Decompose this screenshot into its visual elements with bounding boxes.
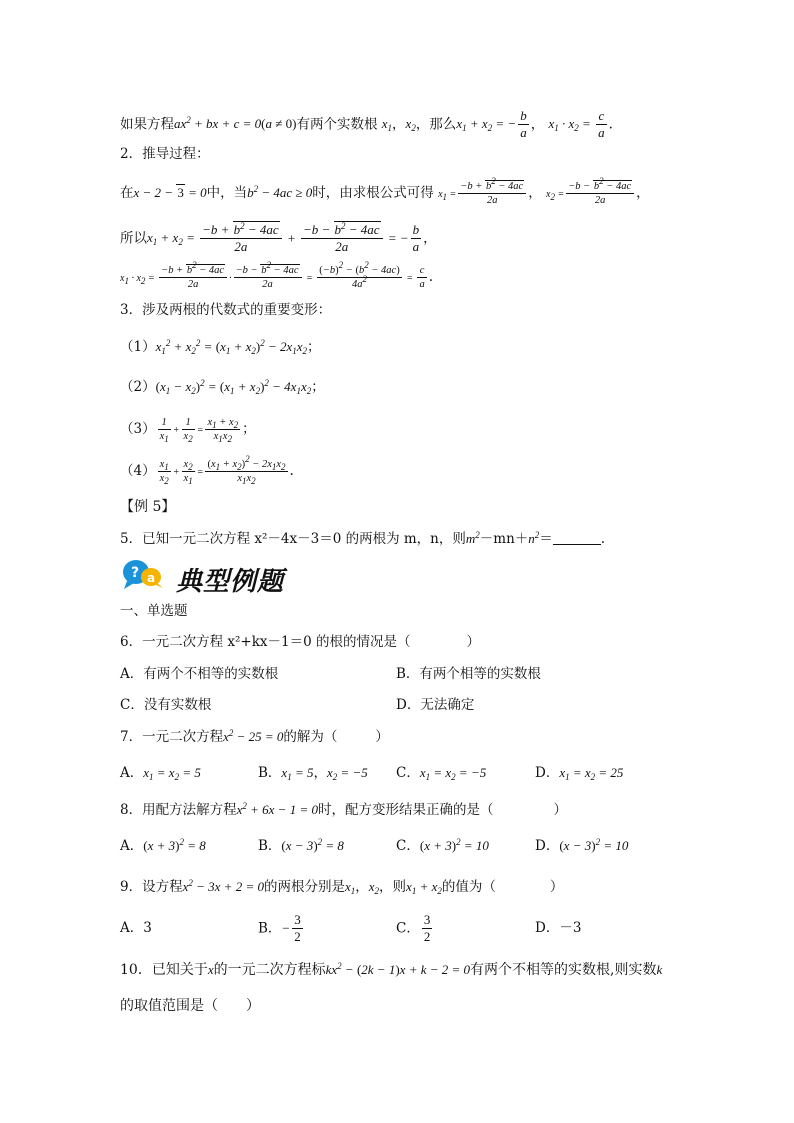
text: 的一元二次方程标 [213,962,326,978]
text: ＝ [539,531,553,547]
text: ） [549,879,564,895]
text: B． [258,920,282,937]
text: C． [396,920,420,937]
text: 10．已知关于 [120,962,208,978]
q6-option-d[interactable]: D．无法确定 [396,697,475,713]
text: ） [466,634,480,650]
section-3-title: 3．涉及两根的代数式的重要变形： [120,302,332,318]
section-header-title: 典型例题 [176,567,285,597]
section-2-title: 2．推导过程： [120,146,210,162]
text: C． [396,765,420,781]
question-10: 10．已知关于x的一元二次方程标$kx^2 - (2k - 1)x + k - 2 = 0$有两个不相等的实数根,则实数k [120,961,663,978]
text: ） [375,729,389,745]
identity-1: $(1)x_1^2 + x_2^2 = (x_1 + x_2)^2 - 2x_1x_2$； [120,338,321,356]
text: （4） [120,463,156,480]
derivation-line-3: $x_1 \cdot x_2$ = $\frac{-b + b^2 - 4ac}{2a}$ · $\frac{-b - b^2 - 4ac}{2a}$ = $\frac{(-b)^2 - (b^2 - 4ac)}{4a^2}$ = $\frac{c}{a}$ . [120,260,433,291]
text: 5．已知一元二次方程 x²－4x－3＝0 的两根为 m，n，则 [120,531,466,547]
q6-option-a[interactable]: A．有两个不相等的实数根 [120,666,279,682]
q8-option-b[interactable]: B．$(x - 3)^2 = 8$ [258,837,344,854]
text: ， [423,230,437,247]
text: 所以 [120,230,147,247]
text: ， [392,116,406,133]
text: 时，配方变形结果正确的是（ [317,802,494,818]
question-5: 5．已知一元二次方程 x²－4x－3＝0 的两根为 m，n，则$m^2-mn+n^2=$ . [120,530,606,547]
text: C． [396,838,420,854]
question-9: 9．设方程$x^2 - 3x + 2 = 0$的两根分别是$x_1$，$x_2$，则$x_1 + x_2$的值为（ ） [120,878,564,896]
text: ，那么 [415,116,457,133]
text: －mn＋ [479,531,529,547]
text: 有两个不相等的实数根,则实数 [470,962,657,978]
question-bubble-icon [121,557,173,591]
single-choice-title: 一、单选题 [120,603,188,619]
vieta-statement: 如果方程$ax^2$ + bx + c = 0(a ≠ 0)有两个实数根 $x_1$，$x_2$，那么$x_1 + x_2$ = − $\frac{b}{a}$ ， $x_1 \cdot x_2$ = $\frac{c}{a}$ . [120,108,613,141]
text: . [600,531,606,547]
text: （1） [120,339,156,355]
q8-option-a[interactable]: A．$(x + 3)^2 = 8$ [120,837,206,854]
text: ， [530,116,545,133]
identity-4: （4） $\frac{x_1}{x_2}$ + $\frac{x_2}{x_1}$ = $\frac{(x_1 + x_2)^2 - 2x_1x_2}{x_1x_2}$ . [120,454,294,487]
text: D． [535,838,560,854]
text: A． [120,765,144,781]
text: B． [258,838,282,854]
q9-option-a[interactable]: A．3 [120,920,152,936]
text: 在 [120,185,134,202]
text: 如果方程 [120,116,174,133]
q7-option-c[interactable]: C．$x_1 = x_2 = -5$ [396,765,487,782]
text: （3） [120,421,156,438]
q9-option-c[interactable]: C． $\frac{3}{2}$ [396,912,431,945]
q6-option-b[interactable]: B．有两个相等的实数根 [396,666,541,682]
question-7: 7．一元二次方程$x^2 - 25 = 0$的解为（ ） [120,728,389,745]
text: . [608,116,613,133]
q7-option-d[interactable]: D．$x_1 = x_2 = 25$ [535,765,624,782]
text: ， [355,879,369,895]
q7-option-a[interactable]: A．$x_1 = x_2 = 5$ [120,765,201,782]
text: B． [258,765,282,781]
svg-text:?: ? [131,565,140,581]
text: 的取值范围是（ [120,998,218,1014]
text: ，则 [379,879,407,895]
text: ） [246,998,260,1014]
example-label: 【例 5】 [120,499,176,515]
derivation-line-1: 在x − 2 − 3 = 0中，当$b^2 - 4ac \ge 0$时，由求根公式可得 $x_1$ = $\frac{-b + b^2 - 4ac}{2a}$ ， $x_2$ = $\frac{-b - b^2 - 4ac}{2a}$ ， [120,176,650,207]
identity-2: $(2)(x_1 - x_2)^2 = (x_1 + x_2)^2 - 4x_1x_2$； [120,378,325,396]
text: （2） [120,379,156,395]
derivation-line-2: 所以$x_1 + x_2$ = $\frac{-b + b^2 - 4ac}{2a}$ + $\frac{-b - b^2 - 4ac}{2a}$ = − $\frac{b}{a}$ ， [120,221,437,255]
text: 中，当 [206,185,248,202]
q9-option-d[interactable]: D．－3 [535,920,582,936]
question-8: 8．用配方法解方程$x^2 + 6x - 1 = 0$时，配方变形结果正确的是（ ） [120,801,567,818]
q6-option-c[interactable]: C．没有实数根 [120,697,212,713]
svg-text:a: a [147,571,156,585]
text: 6．一元二次方程 x²+kx－1＝0 的根的情况是（ [120,634,411,650]
text: ） [553,802,567,818]
text: 的值为（ [441,879,496,895]
question-6 [120,636,480,650]
text: 时，由求根公式可得 [312,185,434,202]
q9-option-b[interactable]: B．− $\frac{3}{2}$ [258,912,301,945]
answer-blank [553,532,601,545]
text: A． [120,838,144,854]
text: 7．一元二次方程 [120,729,224,745]
q7-option-b[interactable]: B．$x_1 = 5$，$x_2 = -5$ [258,765,368,782]
text: 有两个实数根 [296,116,378,133]
question-10-line-2 [120,999,260,1013]
text: D． [535,765,560,781]
text: 8．用配方法解方程 [120,802,237,818]
text: 9．设方程 [120,879,183,895]
text: 的两根分别是 [263,879,345,895]
q8-option-d[interactable]: D．$(x - 3)^2 = 10$ [535,837,629,854]
text: 的解为（ [283,729,338,745]
q8-option-c[interactable]: C．$(x + 3)^2 = 10$ [396,837,489,854]
identity-3: （3） $\frac{1}{x_1}$ + $\frac{1}{x_2}$ = $\frac{x_1 + x_2}{x_1x_2}$ ； [120,417,256,445]
